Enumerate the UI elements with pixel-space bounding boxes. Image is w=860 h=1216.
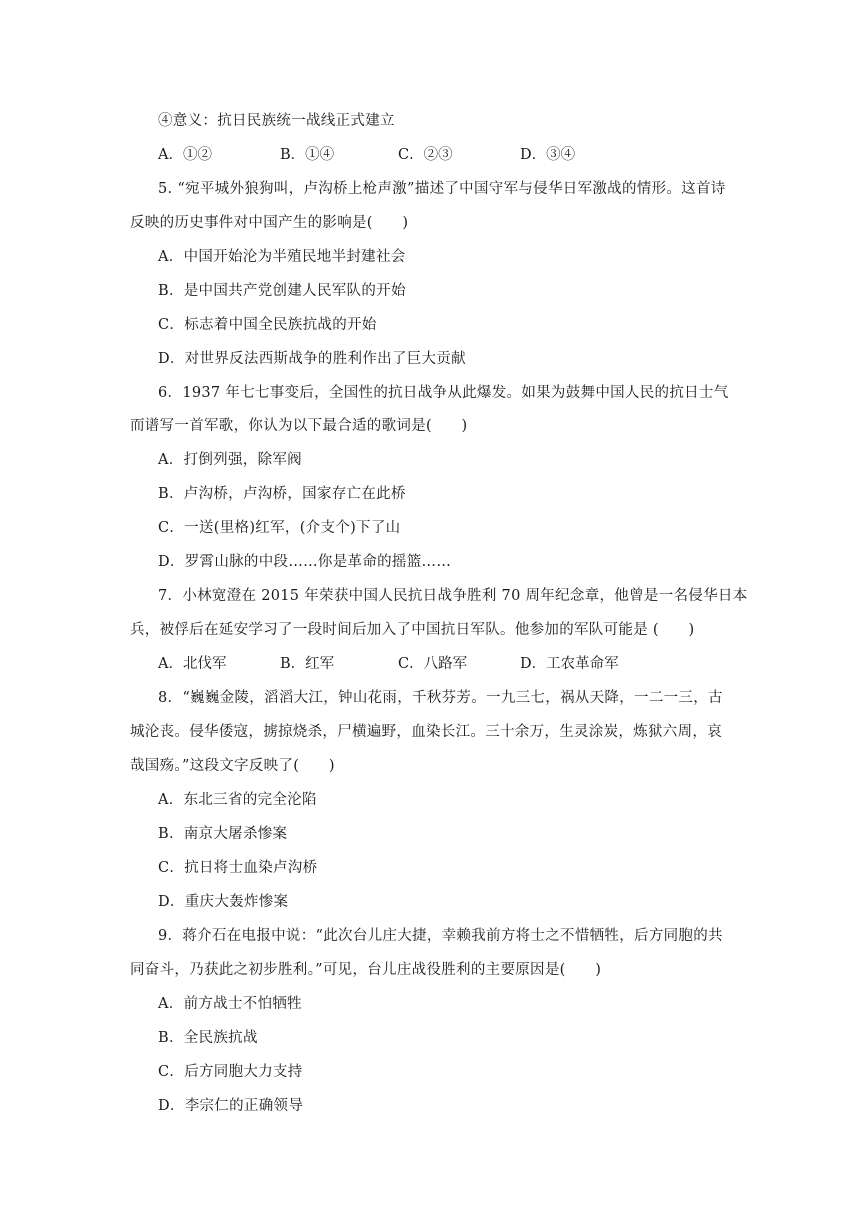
q9-stem-line-2: 同奋斗，乃获此之初步胜利。”可见，台儿庄战役胜利的主要原因是( ) (130, 962, 602, 978)
q8-option-a: A．东北三省的完全沦陷 (158, 792, 317, 808)
q6-stem-line-1: 6．1937 年七七事变后，全国性的抗日战争从此爆发。如果为鼓舞中国人民的抗日士气 (158, 385, 729, 401)
q6-stem-line-2: 而谱写一首军歌，你认为以下最合适的歌词是( ) (130, 418, 468, 434)
q4-option-a: A．①② (158, 147, 212, 163)
q8-stem-line-2: 城沦丧。侵华倭寇，掳掠烧杀，尸横遍野，血染长江。三十余万，生灵涂炭，炼狱六周，哀 (130, 724, 722, 740)
q4-item4: ④意义：抗日民族统一战线正式建立 (158, 113, 395, 129)
q9-stem-line-1: 9．蒋介石在电报中说：“此次台儿庄大捷，幸赖我前方将士之不惜牺牲，后方同胞的共 (158, 928, 723, 944)
q8-stem-line-3: 哉国殇。”这段文字反映了( ) (130, 758, 335, 774)
q8-option-b: B．南京大屠杀惨案 (158, 826, 288, 842)
q5-option-b: B．是中国共产党创建人民军队的开始 (158, 283, 406, 299)
q8-option-d: D．重庆大轰炸惨案 (158, 894, 289, 910)
q6-option-c: C．一送(里格)红军，(介支个)下了山 (158, 520, 401, 536)
q7-option-c: C．八路军 (398, 656, 468, 672)
q4-option-d: D．③④ (520, 147, 576, 163)
q9-option-b: B．全民族抗战 (158, 1030, 258, 1046)
q7-stem-line-1: 7．小林宽澄在 2015 年荣获中国人民抗日战争胜利 70 周年纪念章，他曾是一名侵华日本 (158, 588, 748, 604)
q8-stem-line-1: 8．“巍巍金陵，滔滔大江，钟山花雨，千秋芬芳。一九三七，祸从天降，一二一三，古 (158, 690, 723, 706)
q5-option-a: A．中国开始沦为半殖民地半封建社会 (158, 249, 406, 265)
q5-stem-line-2: 反映的历史事件对中国产生的影响是( ) (130, 215, 409, 231)
q4-options (158, 145, 758, 165)
q9-option-a: A．前方战士不怕牺牲 (158, 996, 302, 1012)
q5-option-c: C．标志着中国全民族抗战的开始 (158, 317, 377, 333)
q5-option-d: D．对世界反法西斯战争的胜利作出了巨大贡献 (158, 351, 466, 367)
q9-option-c: C．后方同胞大力支持 (158, 1064, 303, 1080)
q9-option-d: D．李宗仁的正确领导 (158, 1098, 304, 1114)
q4-option-c: C．②③ (398, 147, 453, 163)
q7-options (158, 654, 758, 674)
q6-option-d: D．罗霄山脉的中段……你是革命的摇篮…… (158, 554, 452, 570)
q7-stem-line-2: 兵，被俘后在延安学习了一段时间后加入了中国抗日军队。他参加的军队可能是 ( ) (130, 622, 695, 638)
q6-option-b: B．卢沟桥，卢沟桥，国家存亡在此桥 (158, 486, 406, 502)
q8-option-c: C．抗日将士血染卢沟桥 (158, 860, 318, 876)
q6-option-a: A．打倒列强，除军阀 (158, 452, 302, 468)
q7-option-a: A．北伐军 (158, 656, 227, 672)
q7-option-d: D．工农革命军 (520, 656, 619, 672)
q7-option-b: B．红军 (280, 656, 335, 672)
q5-stem-line-1: 5. “宛平城外狼狗叫，卢沟桥上枪声激”描述了中国守军与侵华日军激战的情形。这首诗 (158, 181, 726, 197)
q4-option-b: B．①④ (280, 147, 335, 163)
